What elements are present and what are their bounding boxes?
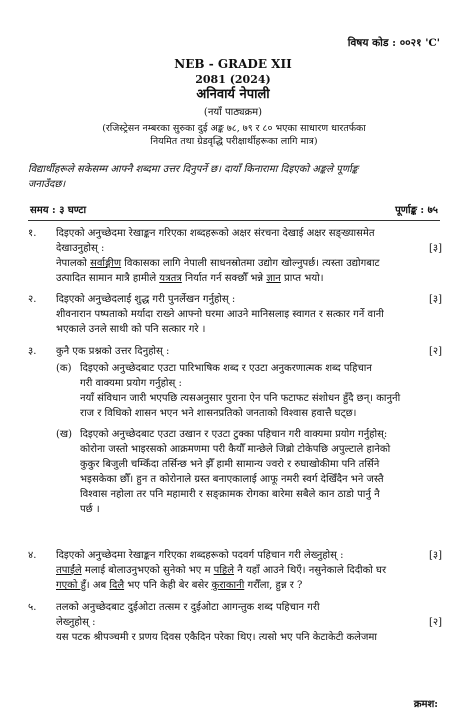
time-allowed: समय : ३ घण्टा [30, 205, 87, 216]
underlined-word: यत्रतत्र [159, 273, 182, 284]
question-number: १. [28, 228, 37, 239]
question-text: लेख्नुहोस् : [56, 617, 96, 628]
subject-code: विषय कोड : ००२१ 'C' [347, 37, 440, 49]
passage-line: कुकुर बिजुली चम्किँदा तर्सिन्छ भने झैँ हामी सामान्य ज्वरो र रुघाखोकीमा पनि तर्सिने [80, 459, 380, 470]
question-marks: [२] [428, 617, 442, 628]
eligibility-note-line: नियमित तथा ग्रेडवृद्धि परीक्षार्थीहरूका लागि मात्र) [150, 136, 318, 148]
eligibility-note [48, 122, 420, 149]
passage-line: भइसकेका छौँ। हुन त कोरोनाले ग्रस्त बनाएकालाई आफू नमरी स्वर्ग देखिँदैन भने जस्तै [80, 474, 384, 485]
exam-year: 2081 (2024) [195, 73, 271, 86]
question-1 [28, 226, 442, 286]
eligibility-note-line: (रजिस्ट्रेसन नम्बरका सुरुका दुई अङ्क ७८, ७९ र ८० भएका साधारण धारतर्फका [102, 123, 366, 134]
question-text: तलको अनुच्छेदबाट दुईओटा तत्सम र दुईओटा आगन्तुक शब्द पहिचान गरी [56, 602, 320, 613]
question-text: गरी वाक्यमा प्रयोग गर्नुहोस् : [80, 378, 182, 389]
question-text: दिइएको अनुच्छेदलाई शुद्ध गरी पुनर्लेखन गर्नुहोस् : [56, 294, 236, 305]
instruction-line: विद्यार्थीहरूले सकेसम्म आफ्नै शब्दमा उत्तर दिनुपर्ने छ। दायाँ किनारामा दिइएको अङ्कले पूर्णाङ्क [28, 164, 359, 175]
underlined-word: कुराकानी [211, 580, 245, 591]
divider [28, 220, 440, 221]
exam-meta [30, 204, 438, 219]
passage-line: शीवनारान पष्पताको मर्यादा राख्ने आफ्नो घरमा आउने मानिसलाइ स्वागत र सत्कार गर्ने वानी [56, 309, 384, 320]
passage-line: कोरोना जस्तो भाइरसको आक्रमणमा परी कैयौँ मान्छेले जिब्रो टोकेपछि अपुल्टाले हानेको [80, 444, 391, 455]
passage-line: राज र विधिको शासन भएन भने शासनप्रतिको जनताको विश्वास हवात्तै घट्छ। [80, 408, 357, 419]
question-marks: [२] [428, 346, 442, 357]
passage-line: उत्पादित सामान मात्रै हामीले यत्रतत्र निर्यात गर्न सक्छौँ भन्ने ज्ञान प्राप्त भयो। [56, 273, 324, 284]
underlined-word: पहिले [213, 565, 235, 576]
question-text: दिइएको अनुच्छेदमा रेखाङ्कन गरिएका शब्दहरूको अक्षर संरचना देखाई अक्षर सङ्ख्यासमेत [56, 228, 375, 239]
question-number: ५. [28, 602, 37, 613]
question-text: दिइएको अनुच्छेदमा रेखाङ्कन गरिएका शब्दहरूको पदवर्ग पहिचान गरी लेख्नुहोस् : [56, 550, 344, 561]
underlined-word: सर्वाङ्गीण [90, 258, 122, 269]
sub-question-b [28, 427, 442, 517]
subject-name: अनिवार्य नेपाली [196, 87, 270, 102]
question-passage [28, 307, 442, 337]
underlined-word: ज्ञान [266, 273, 281, 284]
question-4 [28, 548, 442, 593]
full-marks: पूर्णाङ्क : ७५ [395, 205, 438, 216]
question-text: दिइएको अनुच्छेदबाट एउटा पारिभाषिक शब्द र एउटा अनुकरणात्मक शब्द पहिचान [80, 363, 372, 374]
question-text: देखाउनुहोस् : [56, 243, 105, 254]
question-2 [28, 292, 442, 337]
passage-line: विश्वास नहोला तर पनि महामारी र सङ्क्रामक रोगका बारेमा सबैले कान ठाडो पार्नु नै [80, 489, 380, 500]
passage-line: नयाँ संविधान जारी भएपछि त्यसअनुसार पुराना ऐन पनि फटाफट संशोधन हुँदै छन्। कानुनी [80, 393, 401, 404]
passage-line: पर्छ । [80, 504, 100, 515]
passage-line: नेपालको सर्वाङ्गीण विकासका लागि नेपाली साधनस्रोतमा उद्योग खोल्नुपर्छ। त्यस्ता उद्योगबाट [56, 258, 380, 269]
question-marks: [३] [428, 243, 442, 254]
question-number: ४. [28, 550, 37, 561]
question-text: दिइएको अनुच्छेदबाट एउटा उखान र एउटा टुक्का पहिचान गरी वाक्यमा प्रयोग गर्नुहोस्: [80, 429, 388, 440]
passage-line: गएको हुँ। अब दिलै भए पनि केही बेर बसेर कुराकानी गरौँला, हुन्न र ? [56, 580, 303, 591]
underlined-word: तपाईंले [56, 565, 82, 576]
general-instruction [28, 162, 442, 192]
question-number: २. [28, 294, 37, 305]
question-marks: [३] [428, 550, 442, 561]
sub-question-a [28, 361, 442, 421]
question-passage [28, 563, 442, 593]
sub-question-label: (क) [56, 363, 72, 374]
question-text: कुनै एक प्रश्नको उत्तर दिनुहोस् : [56, 346, 170, 357]
sub-question-label: (ख) [56, 429, 72, 440]
question-number: ३. [28, 346, 37, 357]
question-passage [28, 256, 442, 286]
passage-line: तपाईंले मलाई बोलाउनुभएको सुनेको भए म पहिले नै यहाँ आउने थिएँ। नसुनेकाले दिदीको घर [56, 565, 387, 576]
exam-title: NEB - GRADE XII [174, 57, 292, 71]
question-passage [28, 630, 442, 645]
instruction-line: जनाउँदछ। [28, 179, 66, 190]
passage-line: भएकाले उनले साथी को पनि सत्कार गरे । [56, 324, 206, 335]
question-5 [28, 600, 442, 645]
underlined-word: गएको हुँ [56, 580, 86, 591]
curriculum-label: (नयाँ पाठ्यक्रम) [203, 107, 263, 118]
question-marks: [३] [428, 294, 442, 305]
underlined-word: दिलै [109, 580, 125, 591]
continued-label: क्रमश: [413, 699, 438, 710]
question-3 [28, 344, 442, 517]
passage-line: यस पटक श्रीपञ्चमी र प्रणय दिवस एकैदिन परेका थिए। त्यसो भए पनि केटाकेटी कलेजमा [56, 632, 377, 643]
